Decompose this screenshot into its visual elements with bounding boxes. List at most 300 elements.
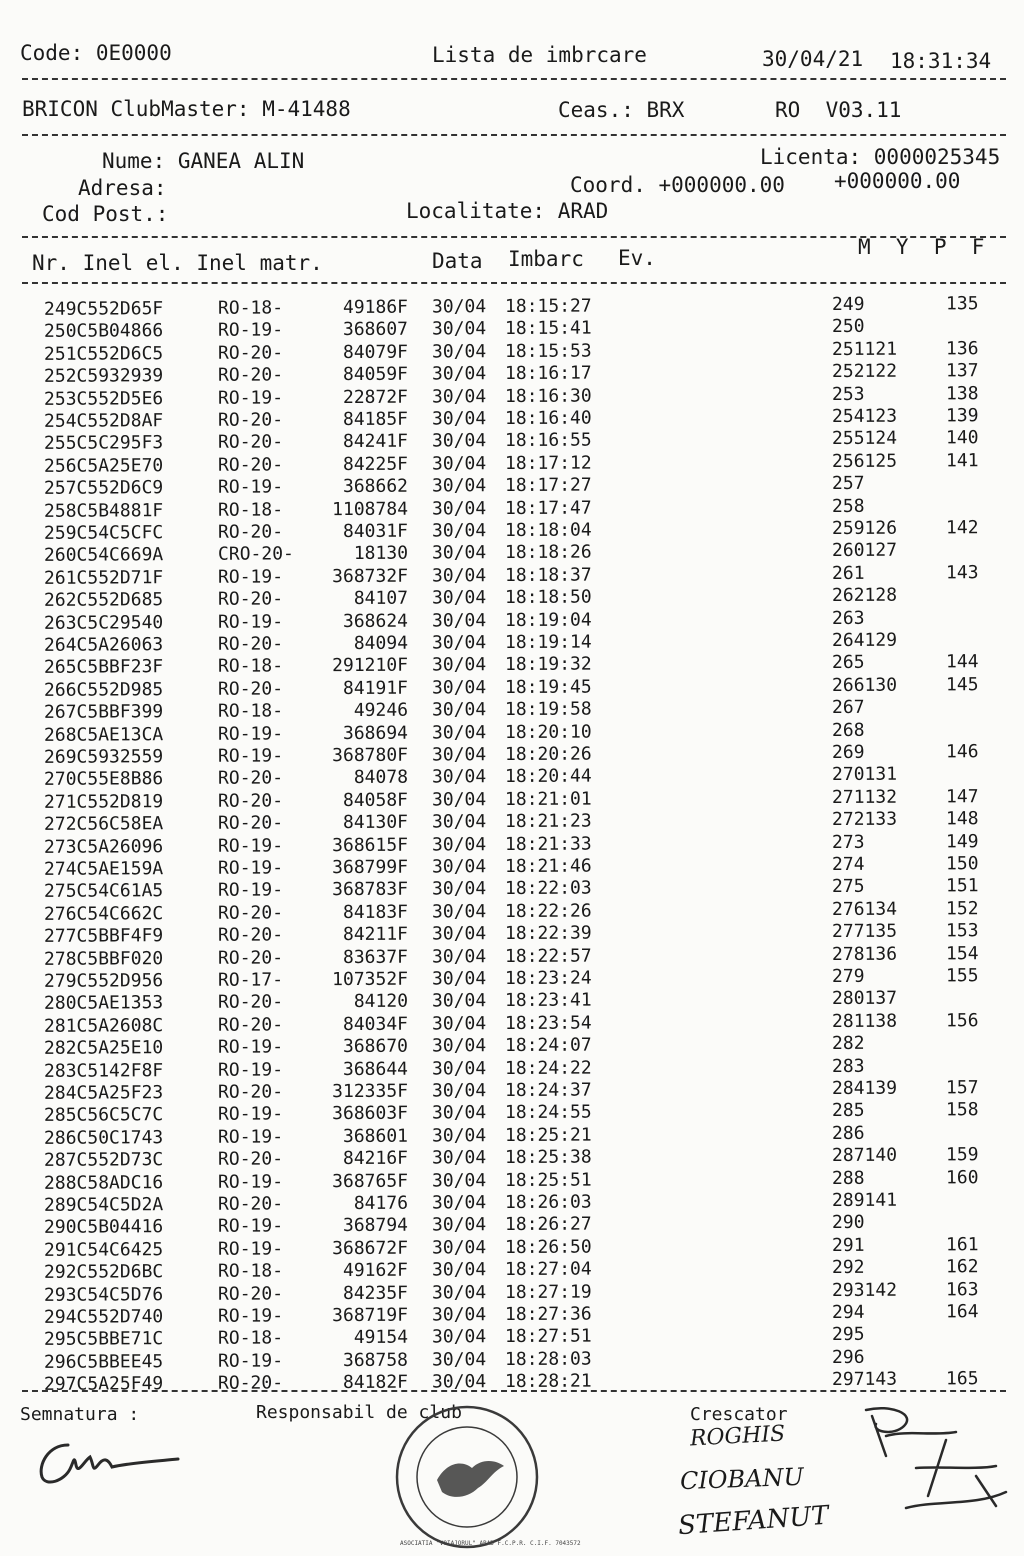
ring-number: 368758 xyxy=(342,1349,409,1371)
ring-number: 84130F xyxy=(342,811,409,834)
arrival-time: 18:28:03 xyxy=(504,1348,592,1370)
ring-id: 262C552D685 xyxy=(43,589,164,612)
ring-id: 255C5C295F3 xyxy=(43,432,164,455)
counter-m: 250 xyxy=(831,316,865,338)
ring-number: 84211F xyxy=(342,923,409,946)
ring-id: 254C552D8AF xyxy=(43,410,164,432)
ring-id: 289C54C5D2A xyxy=(43,1194,164,1216)
ring-number: 368624 xyxy=(342,610,409,632)
counter-m: 279 xyxy=(831,965,865,988)
ring-number: 368780F xyxy=(332,744,409,767)
owner-coord2: +000000.00 xyxy=(834,169,961,193)
ring-number: 368732F xyxy=(332,565,409,587)
arrival-date: 30/04 xyxy=(431,318,487,340)
semnatura-label: Semnatura : xyxy=(20,1404,140,1425)
ring-id: 257C552D6C9 xyxy=(43,477,164,500)
counter-m: 249 xyxy=(831,293,865,316)
ring-number: 84241F xyxy=(342,431,409,453)
ring-number: 368601 xyxy=(342,1125,409,1147)
ring-prefix: RO-20- xyxy=(217,342,284,364)
arrival-time: 18:18:26 xyxy=(504,541,592,564)
counter-m: 282 xyxy=(831,1033,865,1055)
ring-id: 265C5BBF23F xyxy=(43,656,164,679)
ring-prefix: RO-20- xyxy=(217,812,284,834)
ring-number: 84078 xyxy=(353,767,409,789)
ring-id: 287C552D73C xyxy=(43,1149,164,1172)
ring-id: 272C56C58EA xyxy=(43,813,164,836)
arrival-time: 18:15:41 xyxy=(504,317,592,340)
ring-prefix: RO-19- xyxy=(217,566,284,588)
ring-prefix: RO-20- xyxy=(217,767,284,790)
arrival-date: 30/04 xyxy=(431,833,487,856)
ring-prefix: RO-18- xyxy=(217,655,284,678)
ring-prefix: RO-19- xyxy=(217,1036,284,1058)
ring-number: 1108784 xyxy=(332,498,409,520)
arrival-time: 18:27:51 xyxy=(504,1325,592,1348)
ring-prefix: RO-20- xyxy=(217,1372,284,1394)
counter-p: 158 xyxy=(945,1099,979,1121)
ring-number: 83637F xyxy=(342,946,409,968)
ring-number: 368670 xyxy=(342,1035,409,1058)
ring-prefix: RO-20- xyxy=(217,454,284,476)
ring-id: 250C5B04866 xyxy=(43,320,164,343)
handwriting-1: ROGHIS xyxy=(689,1421,786,1452)
ring-prefix: RO-19- xyxy=(217,1305,284,1327)
arrival-time: 18:21:33 xyxy=(504,833,592,855)
counter-p: 142 xyxy=(945,517,979,539)
counter-m: 289141 xyxy=(831,1189,898,1212)
arrival-date: 30/04 xyxy=(431,632,487,654)
arrival-time: 18:24:55 xyxy=(504,1101,592,1124)
counter-m: 272133 xyxy=(831,808,898,831)
arrival-date: 30/04 xyxy=(431,1057,487,1080)
ring-number: 84079F xyxy=(342,341,409,363)
counter-m: 266130 xyxy=(831,674,898,696)
ring-number: 84107 xyxy=(353,587,409,610)
ring-id: 296C5BBEE45 xyxy=(43,1350,164,1373)
counter-m: 271132 xyxy=(831,786,898,808)
arrival-time: 18:19:14 xyxy=(504,631,592,654)
ring-prefix: RO-20- xyxy=(217,1148,284,1170)
stamp-text: ASOCIATIA "VOIAJORUL" ARAD F.C.P.R. C.I.F. 7043572 xyxy=(400,1540,581,1547)
counter-m: 277135 xyxy=(831,920,898,943)
handwriting-3: STEFANUT xyxy=(677,1500,830,1542)
arrival-time: 18:21:23 xyxy=(504,810,592,833)
ring-id: 279C552D956 xyxy=(43,970,164,992)
ring-prefix: RO-20- xyxy=(217,431,284,454)
counter-p: 147 xyxy=(945,785,979,808)
counter-m: 270131 xyxy=(831,764,898,786)
print-date: 30/04/21 xyxy=(762,47,864,71)
counter-p: 148 xyxy=(945,808,979,830)
counter-m: 276134 xyxy=(831,898,898,920)
arrival-time: 18:17:27 xyxy=(504,474,592,497)
ring-number: 84176 xyxy=(353,1192,409,1214)
ring-prefix: RO-20- xyxy=(217,364,284,386)
arrival-date: 30/04 xyxy=(431,430,487,452)
ring-number: 84235F xyxy=(342,1282,409,1304)
arrival-time: 18:26:27 xyxy=(504,1213,592,1236)
ring-id: 258C5B4881F xyxy=(43,499,164,522)
arrival-time: 18:23:41 xyxy=(504,989,592,1012)
ring-number: 49154 xyxy=(353,1327,409,1349)
arrival-date: 30/04 xyxy=(431,1080,487,1102)
counter-m: 265 xyxy=(831,652,865,674)
arrival-time: 18:26:03 xyxy=(504,1191,592,1214)
counter-p: 145 xyxy=(945,673,979,696)
owner-name: Nume: GANEA ALIN xyxy=(102,149,305,173)
ring-prefix: RO-20- xyxy=(217,946,284,969)
arrival-date: 30/04 xyxy=(431,296,487,318)
arrival-date: 30/04 xyxy=(431,878,487,900)
ring-number: 368694 xyxy=(342,722,409,744)
clubmaster-label: BRICON ClubMaster: M-41488 xyxy=(22,97,351,121)
counter-m: 252122 xyxy=(831,360,898,383)
ring-number: 368662 xyxy=(342,475,409,498)
ring-id: 261C552D71F xyxy=(43,566,164,589)
arrival-time: 18:27:19 xyxy=(504,1281,592,1303)
counter-m: 293142 xyxy=(831,1279,898,1301)
counter-p: 160 xyxy=(945,1166,979,1188)
version-label: RO V03.11 xyxy=(775,98,902,122)
counter-m: 284139 xyxy=(831,1077,898,1100)
counter-p: 153 xyxy=(945,920,979,942)
ring-prefix: RO-18- xyxy=(217,700,284,722)
counter-m: 253 xyxy=(831,383,865,405)
arrival-time: 18:18:37 xyxy=(504,564,592,586)
ring-id: 285C56C5C7C xyxy=(43,1104,164,1127)
arrival-time: 18:17:12 xyxy=(504,452,592,474)
ring-id: 294C552D740 xyxy=(43,1306,164,1328)
counter-p: 163 xyxy=(945,1278,979,1300)
arrival-time: 18:24:22 xyxy=(504,1057,592,1079)
counter-p: 136 xyxy=(945,337,979,360)
arrival-date: 30/04 xyxy=(431,1214,487,1236)
arrival-time: 18:16:17 xyxy=(504,362,592,385)
ring-prefix: RO-19- xyxy=(217,1238,284,1260)
ring-prefix: RO-19- xyxy=(217,1170,284,1193)
ring-prefix: RO-20- xyxy=(217,678,284,700)
ring-number: 84094 xyxy=(353,632,409,654)
ring-id: 291C54C6425 xyxy=(43,1238,164,1261)
arrival-date: 30/04 xyxy=(431,520,487,542)
owner-codpost: Cod Post.: xyxy=(42,202,169,226)
divider xyxy=(22,1390,1006,1392)
arrival-date: 30/04 xyxy=(431,452,487,475)
column-header-nr: Nr. Inel el. Inel matr. xyxy=(32,251,323,275)
ring-id: 251C552D6C5 xyxy=(43,342,164,365)
ring-number: 107352F xyxy=(332,968,409,991)
ring-prefix: RO-18- xyxy=(217,1327,284,1350)
arrival-time: 18:18:50 xyxy=(504,586,592,609)
arrival-date: 30/04 xyxy=(431,1371,487,1393)
counter-p: 144 xyxy=(945,651,979,673)
ring-prefix: RO-19- xyxy=(217,1126,284,1148)
arrival-time: 18:19:45 xyxy=(504,676,592,698)
arrival-date: 30/04 xyxy=(431,923,487,945)
ring-number: 84225F xyxy=(342,453,409,475)
arrival-date: 30/04 xyxy=(431,340,487,363)
ring-prefix: RO-18- xyxy=(217,1260,284,1282)
ring-id: 259C54C5CFC xyxy=(43,522,164,544)
arrival-time: 18:19:32 xyxy=(504,653,592,676)
ring-prefix: RO-19- xyxy=(217,857,284,879)
ring-number: 49162F xyxy=(342,1259,409,1282)
ring-number: 368607 xyxy=(342,319,409,341)
ring-prefix: RO-19- xyxy=(217,476,284,498)
ring-prefix: RO-19- xyxy=(217,1103,284,1126)
arrival-date: 30/04 xyxy=(431,1259,487,1281)
ring-number: 368765F xyxy=(332,1170,409,1192)
table-row xyxy=(0,1368,1024,1396)
counter-m: 258 xyxy=(831,495,865,517)
arrival-date: 30/04 xyxy=(431,1169,487,1192)
arrival-date: 30/04 xyxy=(431,766,487,788)
arrival-time: 18:16:40 xyxy=(504,407,592,430)
arrival-time: 18:22:57 xyxy=(504,945,592,967)
arrival-date: 30/04 xyxy=(431,788,487,811)
ring-prefix: RO-20- xyxy=(217,1081,284,1103)
ceas-label: Ceas.: BRX xyxy=(558,98,685,122)
column-header-mypf: M Y P F xyxy=(858,235,985,259)
ring-number: 368672F xyxy=(332,1237,409,1259)
counter-p: 154 xyxy=(945,942,979,964)
ring-id: 286C50C1743 xyxy=(43,1126,164,1149)
arrival-date: 30/04 xyxy=(431,990,487,1012)
arrival-time: 18:17:47 xyxy=(504,497,592,519)
counter-p: 159 xyxy=(945,1144,979,1166)
counter-m: 291 xyxy=(831,1234,865,1256)
ring-number: 84191F xyxy=(342,677,409,699)
counter-m: 256125 xyxy=(831,450,898,472)
arrival-time: 18:24:37 xyxy=(504,1079,592,1102)
arrival-date: 30/04 xyxy=(431,856,487,878)
ring-number: 49246 xyxy=(353,699,409,722)
ring-prefix: RO-19- xyxy=(217,1058,284,1081)
counter-m: 262128 xyxy=(831,584,898,607)
ring-id: 297C5A25F49 xyxy=(43,1373,164,1396)
arrival-date: 30/04 xyxy=(431,654,487,676)
divider xyxy=(22,134,1006,136)
ring-prefix: RO-20- xyxy=(217,902,284,924)
arrival-date: 30/04 xyxy=(431,1304,487,1326)
arrival-date: 30/04 xyxy=(431,1012,487,1035)
column-header-imbarc: Imbarc xyxy=(508,247,584,271)
ring-id: 256C5A25E70 xyxy=(43,454,164,477)
counter-p: 151 xyxy=(945,875,979,897)
arrival-time: 18:22:39 xyxy=(504,922,592,945)
column-header-ev: Ev. xyxy=(618,246,656,270)
counter-m: 267 xyxy=(831,697,865,719)
ring-id: 293C54C5D76 xyxy=(43,1283,164,1306)
arrival-time: 18:19:58 xyxy=(504,698,592,721)
ring-id: 271C552D819 xyxy=(43,790,164,813)
crescator-label: Crescator xyxy=(690,1404,788,1425)
counter-m: 268 xyxy=(831,719,865,741)
arrival-time: 18:27:36 xyxy=(504,1303,592,1326)
arrival-date: 30/04 xyxy=(431,1192,487,1214)
arrival-time: 18:25:21 xyxy=(504,1124,592,1146)
arrival-time: 18:18:04 xyxy=(504,519,592,542)
counter-m: 274 xyxy=(831,853,865,876)
counter-m: 296 xyxy=(831,1346,865,1368)
ring-id: 267C5BBF399 xyxy=(43,701,164,724)
counter-m: 278136 xyxy=(831,943,898,965)
counter-p: 164 xyxy=(945,1301,979,1323)
counter-m: 254123 xyxy=(831,405,898,428)
counter-m: 264129 xyxy=(831,629,898,652)
ring-prefix: RO-19- xyxy=(217,610,284,633)
arrival-time: 18:21:46 xyxy=(504,855,592,878)
arrival-time: 18:16:30 xyxy=(504,385,592,407)
counter-p: 137 xyxy=(945,360,979,382)
responsabil-label: Responsabil de club xyxy=(256,1402,462,1423)
owner-coord: Coord. +000000.00 xyxy=(570,173,785,197)
ring-prefix: RO-19- xyxy=(217,319,284,342)
ring-number: 84059F xyxy=(342,363,409,386)
counter-m: 275 xyxy=(831,876,865,898)
arrival-time: 18:21:01 xyxy=(504,788,592,810)
ring-number: 368603F xyxy=(332,1103,409,1125)
arrival-date: 30/04 xyxy=(431,587,487,609)
ring-prefix: RO-20- xyxy=(217,1282,284,1305)
ring-id: 284C5A25F23 xyxy=(43,1082,164,1104)
counter-m: 259126 xyxy=(831,517,898,540)
ring-id: 253C552D5E6 xyxy=(43,387,164,410)
page-title: Lista de imbrcare xyxy=(432,43,647,67)
ring-prefix: RO-19- xyxy=(217,1350,284,1372)
club-stamp xyxy=(392,1402,542,1552)
ring-prefix: RO-20- xyxy=(217,521,284,543)
counter-p: 150 xyxy=(945,853,979,875)
ring-number: 368794 xyxy=(342,1215,409,1237)
ring-prefix: RO-19- xyxy=(217,745,284,767)
counter-m: 286 xyxy=(831,1122,865,1144)
counter-p: 146 xyxy=(945,741,979,763)
ring-number: 18130 xyxy=(353,543,409,565)
signature-owner xyxy=(28,1425,188,1495)
ring-prefix: RO-20- xyxy=(217,633,284,655)
counter-m: 295 xyxy=(831,1324,865,1346)
arrival-date: 30/04 xyxy=(431,1035,487,1057)
arrival-time: 18:25:38 xyxy=(504,1146,592,1169)
counter-m: 283 xyxy=(831,1055,865,1077)
ring-id: 273C5A26096 xyxy=(43,835,164,858)
ring-prefix: CRO-20- xyxy=(217,543,294,566)
counter-p: 156 xyxy=(945,1009,979,1032)
arrival-date: 30/04 xyxy=(431,497,487,520)
counter-p: 157 xyxy=(945,1077,979,1099)
ring-id: 260C54C669A xyxy=(43,544,164,567)
counter-m: 292 xyxy=(831,1257,865,1279)
arrival-time: 18:19:04 xyxy=(504,609,592,631)
counter-p: 140 xyxy=(945,427,979,449)
column-header-data: Data xyxy=(432,249,483,273)
ring-number: 368719F xyxy=(332,1304,409,1327)
ring-number: 368644 xyxy=(342,1058,409,1080)
ring-id: 275C54C61A5 xyxy=(43,880,164,903)
arrival-time: 18:20:26 xyxy=(504,743,592,766)
ring-number: 312335F xyxy=(332,1080,409,1103)
ring-prefix: RO-20- xyxy=(217,1014,284,1036)
ring-id: 268C5AE13CA xyxy=(43,723,164,746)
ring-id: 264C5A26063 xyxy=(43,634,164,656)
ring-prefix: RO-18- xyxy=(217,498,284,521)
ring-id: 295C5BBE71C xyxy=(43,1328,164,1351)
arrival-time: 18:23:24 xyxy=(504,967,592,990)
counter-m: 273 xyxy=(831,831,865,853)
ring-number: 84031F xyxy=(342,520,409,543)
ring-number: 84183F xyxy=(342,901,409,923)
counter-m: 290 xyxy=(831,1212,865,1234)
counter-m: 294 xyxy=(831,1301,865,1324)
owner-licenta: Licenta: 0000025345 xyxy=(760,145,1001,169)
ring-prefix: RO-20- xyxy=(217,409,284,431)
ring-number: 84120 xyxy=(353,991,409,1013)
ring-prefix: RO-20- xyxy=(217,588,284,610)
counter-m: 257 xyxy=(831,473,865,495)
ring-id: 283C5142F8F xyxy=(43,1059,164,1082)
arrival-date: 30/04 xyxy=(431,699,487,721)
arrival-date: 30/04 xyxy=(431,363,487,385)
arrival-time: 18:26:50 xyxy=(504,1236,592,1258)
ring-number: 291210F xyxy=(332,655,409,677)
ring-id: 249C552D65F xyxy=(43,298,164,320)
counter-m: 297143 xyxy=(831,1368,898,1391)
counter-m: 269 xyxy=(831,741,865,764)
ring-id: 274C5AE159A xyxy=(43,858,164,880)
counter-m: 260127 xyxy=(831,540,898,562)
arrival-date: 30/04 xyxy=(431,900,487,923)
ring-id: 280C5AE1353 xyxy=(43,992,164,1015)
ring-number: 22872F xyxy=(342,386,409,408)
arrival-date: 30/04 xyxy=(431,1236,487,1259)
ring-prefix: RO-19- xyxy=(217,722,284,745)
arrival-date: 30/04 xyxy=(431,1348,487,1371)
owner-localitate: Localitate: ARAD xyxy=(406,199,609,223)
counter-p: 165 xyxy=(945,1368,979,1390)
arrival-time: 18:28:21 xyxy=(504,1370,592,1393)
counter-m: 287140 xyxy=(831,1144,898,1167)
counter-p: 149 xyxy=(945,830,979,852)
counter-m: 255124 xyxy=(831,428,898,450)
ring-number: 84034F xyxy=(342,1013,409,1035)
counter-p: 161 xyxy=(945,1233,979,1256)
arrival-date: 30/04 xyxy=(431,1147,487,1169)
ring-id: 277C5BBF4F9 xyxy=(43,925,164,948)
ring-prefix: RO-18- xyxy=(217,297,284,319)
ring-prefix: RO-19- xyxy=(217,879,284,902)
arrival-date: 30/04 xyxy=(431,721,487,744)
handwriting-2: CIOBANU xyxy=(679,1462,805,1496)
arrival-time: 18:25:51 xyxy=(504,1169,592,1191)
arrival-time: 18:20:10 xyxy=(504,721,592,743)
ring-prefix: RO-20- xyxy=(217,924,284,946)
ring-number: 49186F xyxy=(342,296,409,319)
arrival-date: 30/04 xyxy=(431,385,487,408)
ring-id: 252C5932939 xyxy=(43,365,164,388)
arrival-date: 30/04 xyxy=(431,564,487,587)
ring-prefix: RO-19- xyxy=(217,834,284,857)
arrival-date: 30/04 xyxy=(431,1326,487,1348)
ring-id: 269C5932559 xyxy=(43,746,164,768)
counter-p: 162 xyxy=(945,1256,979,1278)
divider xyxy=(22,282,1006,284)
print-time: 18:31:34 xyxy=(890,49,992,73)
arrival-date: 30/04 xyxy=(431,1124,487,1147)
arrival-date: 30/04 xyxy=(431,945,487,968)
arrival-date: 30/04 xyxy=(431,408,487,430)
